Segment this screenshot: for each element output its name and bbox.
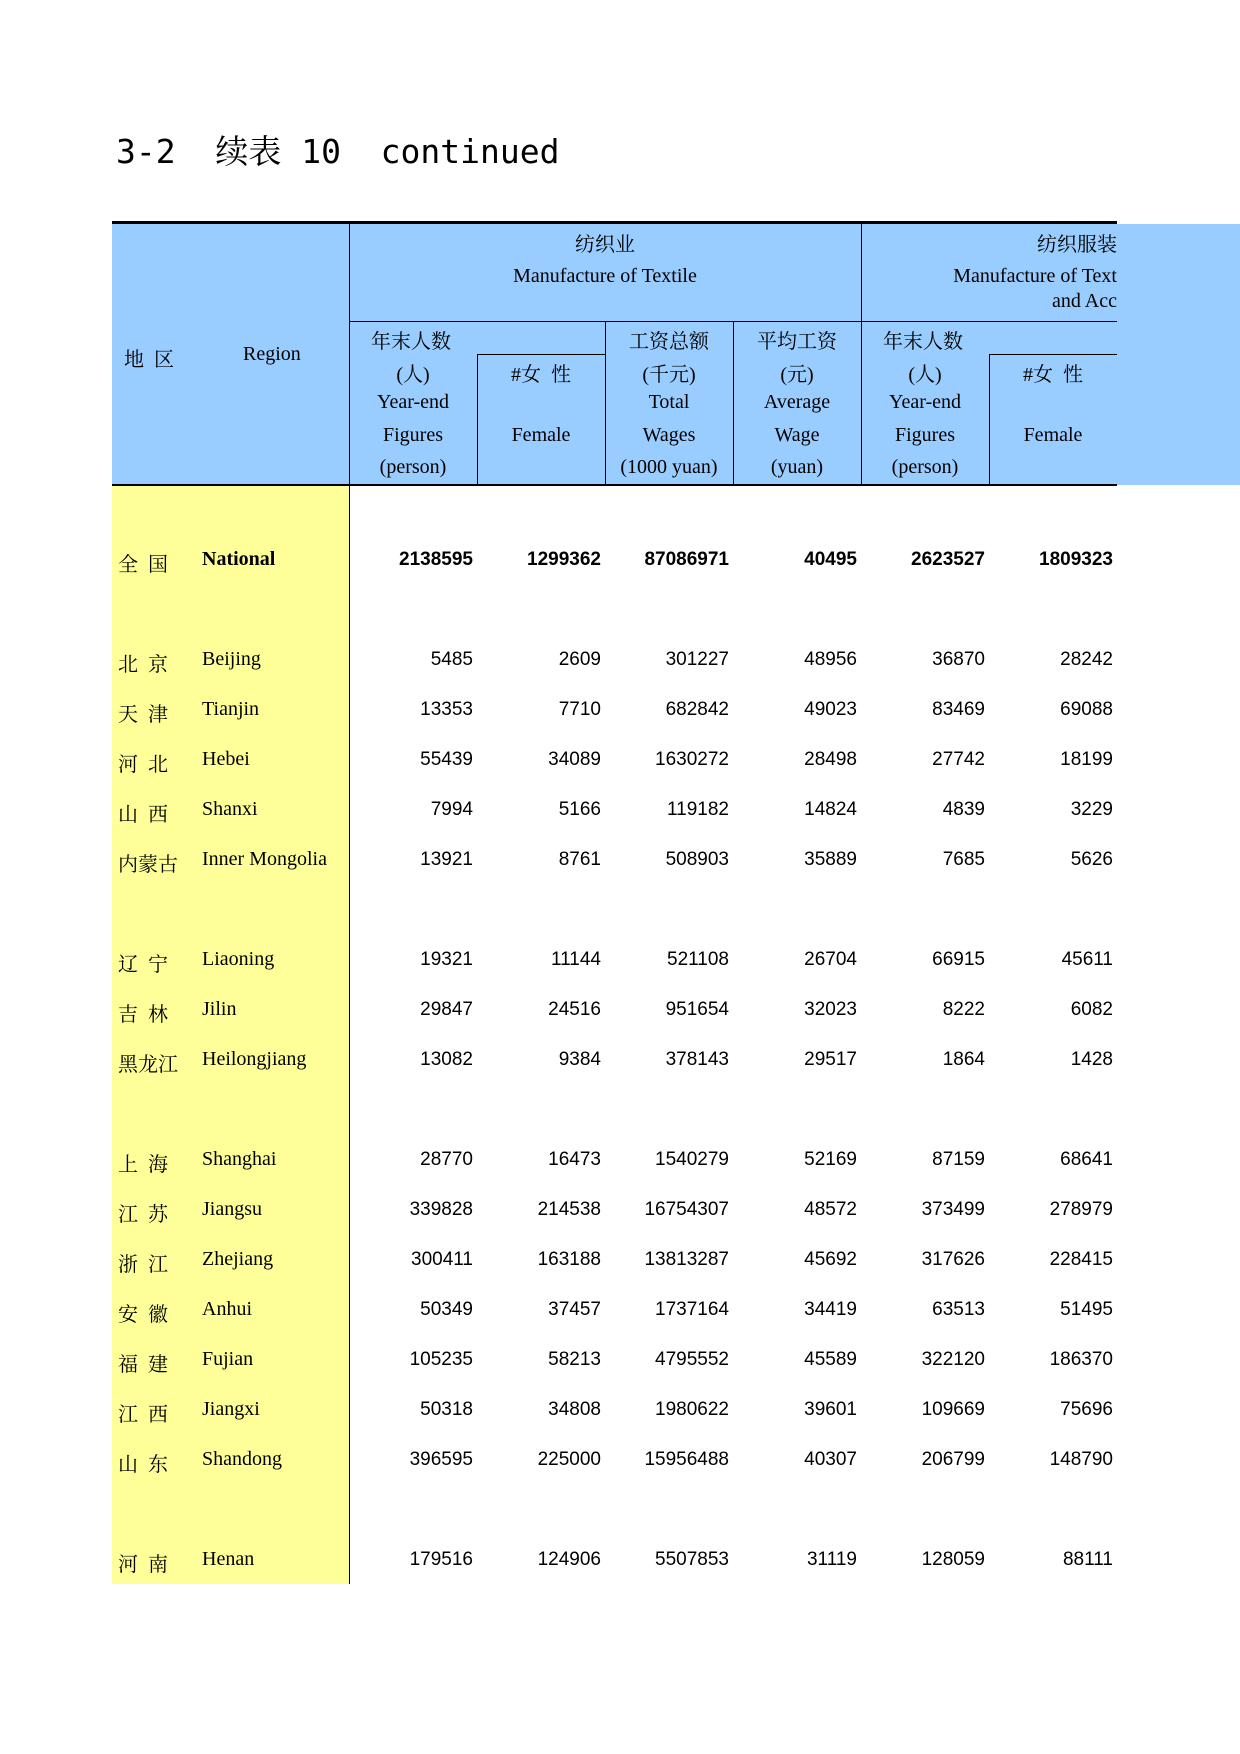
col5-zh: 年末人数 xyxy=(883,331,963,353)
col3-en1: Total xyxy=(648,391,690,413)
table-cell: 2623527 xyxy=(911,549,985,570)
col5-en1: Year-end xyxy=(889,391,961,413)
region-name-en: Hebei xyxy=(202,748,250,770)
table-cell: 69088 xyxy=(1060,699,1113,720)
table-cell: 13813287 xyxy=(644,1249,729,1270)
table-cell: 214538 xyxy=(537,1199,601,1220)
table-cell: 128059 xyxy=(921,1549,985,1570)
table-cell: 124906 xyxy=(537,1549,601,1570)
col1-unit-en: (person) xyxy=(379,456,447,478)
col4-en1: Average xyxy=(763,391,831,413)
region-name-zh: 河 南 xyxy=(118,1554,168,1576)
table-cell: 148790 xyxy=(1049,1449,1113,1470)
table-cell: 521108 xyxy=(667,949,729,970)
table-cell: 228415 xyxy=(1049,1249,1113,1270)
region-name-en: Anhui xyxy=(202,1298,252,1320)
table-cell: 7994 xyxy=(430,799,473,820)
female-underline-2 xyxy=(989,354,1117,355)
header-bottom-rule xyxy=(112,484,1117,486)
table-cell: 16754307 xyxy=(644,1199,729,1220)
region-name-en: Liaoning xyxy=(202,948,275,970)
table-cell: 225000 xyxy=(537,1449,601,1470)
table-cell: 14824 xyxy=(804,799,857,820)
region-name-en: Jilin xyxy=(202,998,237,1020)
region-name-en: Heilongjiang xyxy=(202,1048,307,1070)
region-name-en: Zhejiang xyxy=(202,1248,274,1270)
region-name-en: Shanxi xyxy=(202,798,258,820)
region-name-zh: 浙 江 xyxy=(118,1254,168,1276)
table-cell: 3229 xyxy=(1070,799,1113,820)
region-name-en: National xyxy=(202,548,276,570)
region-name-zh: 吉 林 xyxy=(118,1004,168,1026)
table-cell: 34419 xyxy=(804,1299,857,1320)
region-name-zh: 安 徽 xyxy=(118,1304,168,1326)
table-cell: 34089 xyxy=(548,749,601,770)
table-cell: 27742 xyxy=(932,749,985,770)
table-cell: 278979 xyxy=(1049,1199,1113,1220)
region-name-en: Inner Mongolia xyxy=(202,848,327,870)
table-cell: 11144 xyxy=(550,949,601,970)
table-cell: 13921 xyxy=(420,849,473,870)
table-cell: 682842 xyxy=(665,699,729,720)
table-cell: 45589 xyxy=(804,1349,857,1370)
region-name-zh: 江 苏 xyxy=(118,1204,168,1226)
group2-title-en-1: Manufacture of Text xyxy=(953,265,1117,287)
region-name-zh: 天 津 xyxy=(118,704,168,726)
col1-en2: Figures xyxy=(383,424,443,446)
table-header-extension xyxy=(1117,224,1240,485)
group2-title-en-2: and Acc xyxy=(1052,290,1117,312)
table-cell: 1809323 xyxy=(1039,549,1113,570)
col6-zh: #女 性 xyxy=(1023,364,1083,386)
table-cell: 50318 xyxy=(420,1399,473,1420)
table-cell: 68641 xyxy=(1060,1149,1113,1170)
table-cell: 39601 xyxy=(804,1399,857,1420)
table-cell: 8761 xyxy=(558,849,601,870)
table-cell: 2609 xyxy=(558,649,601,670)
table-cell: 52169 xyxy=(804,1149,857,1170)
group2-title-zh: 纺织服装 xyxy=(1037,234,1117,256)
table-cell: 301227 xyxy=(665,649,729,670)
table-cell: 50349 xyxy=(420,1299,473,1320)
table-cell: 48572 xyxy=(804,1199,857,1220)
region-name-zh: 河 北 xyxy=(118,754,168,776)
col4-zh: 平均工资 xyxy=(757,331,837,353)
table-cell: 13082 xyxy=(420,1049,473,1070)
table-cell: 19321 xyxy=(420,949,473,970)
table-cell: 83469 xyxy=(932,699,985,720)
region-name-zh: 江 西 xyxy=(118,1404,168,1426)
table-cell: 87086971 xyxy=(644,549,729,570)
table-cell: 35889 xyxy=(804,849,857,870)
table-cell: 378143 xyxy=(665,1049,729,1070)
region-name-zh: 全 国 xyxy=(118,554,168,576)
col2-zh: #女 性 xyxy=(511,364,571,386)
group1-title-en: Manufacture of Textile xyxy=(513,265,697,287)
table-cell: 28242 xyxy=(1060,649,1113,670)
table-cell: 109669 xyxy=(921,1399,985,1420)
table-cell: 317626 xyxy=(921,1249,985,1270)
table-cell: 1630272 xyxy=(655,749,729,770)
region-name-en: Shanghai xyxy=(202,1148,277,1170)
col5-en2: Figures xyxy=(895,424,955,446)
table-cell: 951654 xyxy=(665,999,729,1020)
table-cell: 58213 xyxy=(548,1349,601,1370)
col4-unit-en: (yuan) xyxy=(770,456,824,478)
col4-en2: Wage xyxy=(774,424,820,446)
region-name-zh: 上 海 xyxy=(118,1154,168,1176)
region-name-en: Fujian xyxy=(202,1348,254,1370)
region-name-zh: 山 西 xyxy=(118,804,168,826)
table-cell: 40495 xyxy=(804,549,857,570)
page-title: 3-2 续表 10 continued xyxy=(116,132,560,171)
region-name-en: Beijing xyxy=(202,648,261,670)
table-cell: 32023 xyxy=(804,999,857,1020)
col3-unit-zh: (千元) xyxy=(642,364,696,386)
table-cell: 75696 xyxy=(1060,1399,1113,1420)
region-label-zh: 地 区 xyxy=(124,349,174,371)
table-cell: 339828 xyxy=(409,1199,473,1220)
region-name-zh: 北 京 xyxy=(118,654,168,676)
table-cell: 163188 xyxy=(537,1249,601,1270)
col6-en: Female xyxy=(1023,424,1083,446)
region-name-zh: 内蒙古 xyxy=(118,854,178,876)
region-name-en: Jiangxi xyxy=(202,1398,260,1420)
table-cell: 63513 xyxy=(932,1299,985,1320)
table-cell: 322120 xyxy=(921,1349,985,1370)
table-cell: 396595 xyxy=(409,1449,473,1470)
table-cell: 1428 xyxy=(1070,1049,1113,1070)
table-cell: 1864 xyxy=(942,1049,985,1070)
table-cell: 508903 xyxy=(665,849,729,870)
table-cell: 8222 xyxy=(942,999,985,1020)
table-cell: 26704 xyxy=(804,949,857,970)
region-name-en: Jiangsu xyxy=(202,1198,262,1220)
region-name-zh: 辽 宁 xyxy=(118,954,168,976)
table-cell: 45611 xyxy=(1061,949,1113,970)
table-cell: 7710 xyxy=(558,699,601,720)
col2-en: Female xyxy=(511,424,571,446)
table-cell: 5485 xyxy=(430,649,473,670)
table-cell: 37457 xyxy=(548,1299,601,1320)
col3-unit-en: (1000 yuan) xyxy=(620,456,718,478)
table-cell: 7685 xyxy=(942,849,985,870)
col1-zh: 年末人数 xyxy=(371,331,451,353)
table-cell: 1737164 xyxy=(655,1299,729,1320)
col5-unit-en: (person) xyxy=(891,456,959,478)
table-cell: 179516 xyxy=(409,1549,473,1570)
table-cell: 15956488 xyxy=(644,1449,729,1470)
table-cell: 13353 xyxy=(420,699,473,720)
region-label-en: Region xyxy=(243,343,301,365)
table-cell: 51495 xyxy=(1060,1299,1113,1320)
region-name-en: Shandong xyxy=(202,1448,282,1470)
table-cell: 5166 xyxy=(558,799,601,820)
table-cell: 45692 xyxy=(804,1249,857,1270)
col3-en2: Wages xyxy=(642,424,696,446)
table-cell: 4839 xyxy=(942,799,985,820)
table-cell: 105235 xyxy=(409,1349,473,1370)
table-cell: 48956 xyxy=(804,649,857,670)
col1-unit-zh: (人) xyxy=(396,364,430,386)
table-cell: 24516 xyxy=(548,999,601,1020)
table-cell: 206799 xyxy=(921,1449,985,1470)
col3-zh: 工资总额 xyxy=(629,331,709,353)
table-cell: 66915 xyxy=(932,949,985,970)
table-cell: 373499 xyxy=(921,1199,985,1220)
table-cell: 300411 xyxy=(411,1249,473,1270)
table-cell: 9384 xyxy=(558,1049,601,1070)
table-cell: 36870 xyxy=(932,649,985,670)
table-cell: 88111 xyxy=(1062,1549,1113,1570)
table-cell: 29847 xyxy=(420,999,473,1020)
table-cell: 55439 xyxy=(420,749,473,770)
table-cell: 4795552 xyxy=(655,1349,729,1370)
table-cell: 40307 xyxy=(804,1449,857,1470)
col5-unit-zh: (人) xyxy=(908,364,942,386)
table-cell: 28498 xyxy=(804,749,857,770)
table-cell: 6082 xyxy=(1070,999,1113,1020)
table-cell: 5507853 xyxy=(655,1549,729,1570)
table-cell: 29517 xyxy=(804,1049,857,1070)
region-name-en: Tianjin xyxy=(202,698,260,720)
group1-title-zh: 纺织业 xyxy=(575,234,635,256)
table-cell: 28770 xyxy=(420,1149,473,1170)
region-name-zh: 福 建 xyxy=(118,1354,168,1376)
female-underline-1 xyxy=(477,354,605,355)
table-cell: 1540279 xyxy=(655,1149,729,1170)
col1-en1: Year-end xyxy=(377,391,449,413)
table-cell: 31119 xyxy=(806,1549,857,1570)
table-cell: 186370 xyxy=(1049,1349,1113,1370)
table-cell: 18199 xyxy=(1060,749,1113,770)
region-name-zh: 黑龙江 xyxy=(118,1054,178,1076)
col4-unit-zh: (元) xyxy=(780,364,814,386)
table-cell: 2138595 xyxy=(399,549,473,570)
table-cell: 1299362 xyxy=(527,549,601,570)
table-cell: 119182 xyxy=(667,799,729,820)
region-name-zh: 山 东 xyxy=(118,1454,168,1476)
table-cell: 5626 xyxy=(1070,849,1113,870)
table-cell: 16473 xyxy=(548,1149,601,1170)
table-cell: 49023 xyxy=(804,699,857,720)
table-cell: 1980622 xyxy=(655,1399,729,1420)
table-cell: 87159 xyxy=(932,1149,985,1170)
region-name-en: Henan xyxy=(202,1548,255,1570)
table-cell: 34808 xyxy=(548,1399,601,1420)
